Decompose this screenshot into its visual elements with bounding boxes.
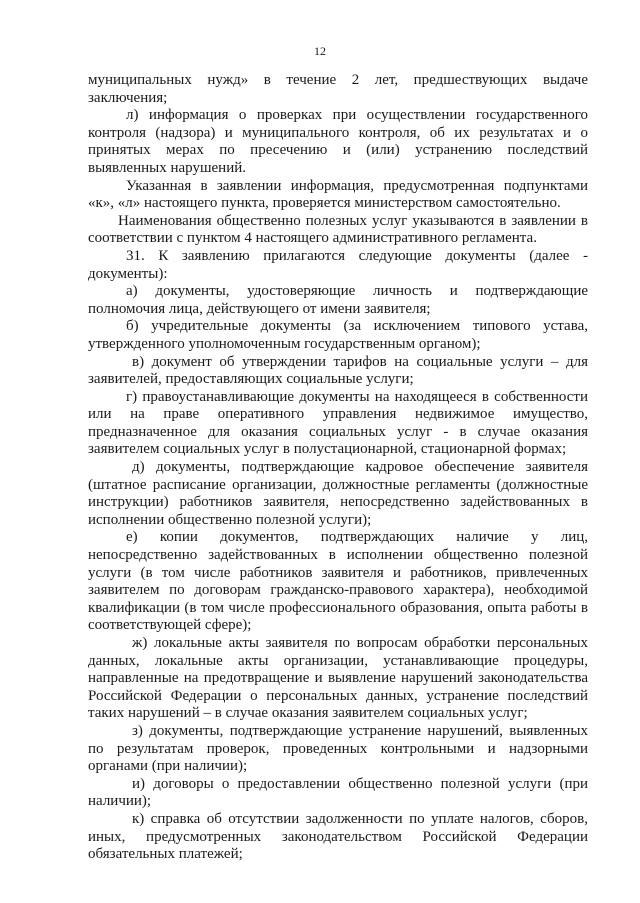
paragraph-note: Указанная в заявлении информация, предусмотренная подпунктами «к», «л» настоящего пункта, проверяется министерством самостоятельно. xyxy=(88,177,588,212)
list-item-e: е) копии документов, подтверждающих наличие у лиц, непосредственно задействованных в исполнении общественно полезной услуги (в том числе работников заявителя и работников, привлеченных заявителем по договорам гражданско-правового характера), необходимой квалификации (в том числе профессионального образования, опыта работы в соответствующей сфере); xyxy=(88,529,588,634)
paragraph-item-l: л) информация о проверках при осуществлении государственного контроля (надзора) и муниципального контроля, об их результатах и о принятых мерах по пресечению и (или) устранению последствий выявленных нарушений. xyxy=(88,107,588,176)
paragraph-services: Наименования общественно полезных услуг указываются в заявлении в соответствии с пунктом 4 настоящего административного регламента. xyxy=(88,212,588,247)
list-item-k: к) справка об отсутствии задолженности по уплате налогов, сборов, иных, предусмотренных законодательством Российской Федерации обязательных платежей; xyxy=(88,810,588,863)
document-body xyxy=(88,72,588,864)
list-item-a: а) документы, удостоверяющие личность и подтверждающие полномочия лица, действующего от имени заявителя; xyxy=(88,283,588,317)
paragraph-continuation: муниципальных нужд» в течение 2 лет, предшествующих выдаче заключения; xyxy=(88,72,588,106)
list-item-z: з) документы, подтверждающие устранение нарушений, выявленных по результатам проверок, проведенных контрольными и надзорными органами (при наличии); xyxy=(88,722,588,775)
list-item-d: д) документы, подтверждающие кадровое обеспечение заявителя (штатное расписание организации, должностные регламенты (должностные инструкции) работников заявителя, непосредственно задействованных в исполнении общественно полезной услуги); xyxy=(88,459,588,528)
list-item-b: б) учредительные документы (за исключением типового устава, утвержденного уполномоченным государственным органом); xyxy=(88,318,588,352)
list-item-g: г) правоустанавливающие документы на находящееся в собственности или на праве оперативного управления недвижимое имущество, предназначенное для оказания социальных услуг - в случае оказания заявителем социальных услуг в полустационарной, стационарной формах; xyxy=(88,388,588,458)
paragraph-31: 31. К заявлению прилагаются следующие документы (далее - документы): xyxy=(88,247,588,282)
page-number: 12 xyxy=(314,44,326,58)
list-item-zh: ж) локальные акты заявителя по вопросам обработки персональных данных, локальные акты организации, устанавливающие процедуры, направленные на предотвращение и выявление нарушений законодательства Российской Федерации о персональных данных, устранение последствий таких нарушений – в случае оказания заявителем социальных услуг; xyxy=(88,635,588,722)
list-item-i: и) договоры о предоставлении общественно полезной услуги (при наличии); xyxy=(88,775,588,810)
list-item-v: в) документ об утверждении тарифов на социальные услуги – для заявителей, предоставляющих социальные услуги; xyxy=(88,353,588,388)
